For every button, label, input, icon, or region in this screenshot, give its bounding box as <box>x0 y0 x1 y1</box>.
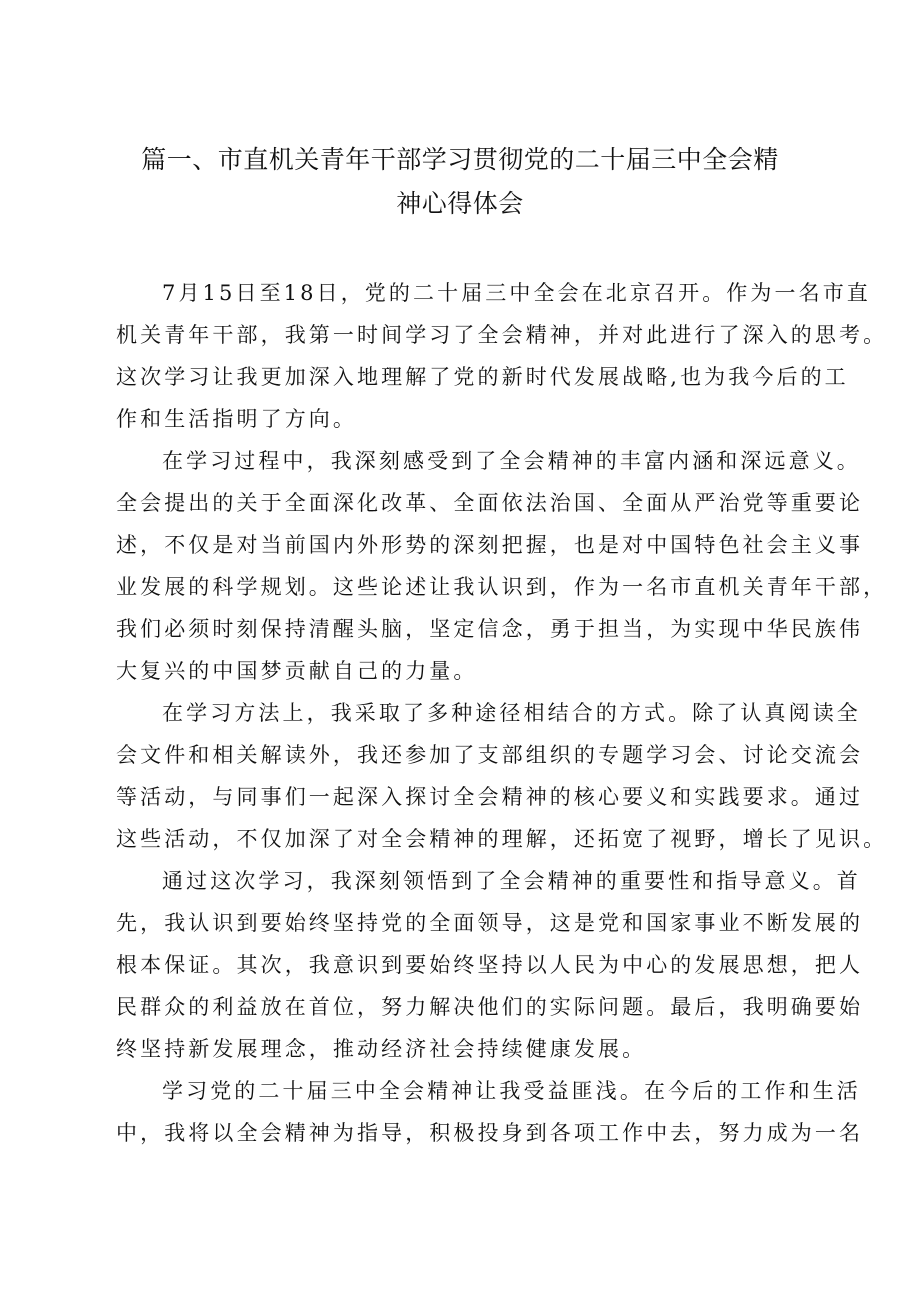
paragraph-line: 这次学习让我更加深入地理解了党的新时代发展战略,也为我今后的工 <box>116 365 849 389</box>
paragraph-line: 根本保证。其次，我意识到要始终坚持以人民为中心的发展思想，把人 <box>116 953 864 977</box>
paragraph-line: 我们必须时刻保持清醒头脑，坚定信念，勇于担当，为实现中华民族伟 <box>116 617 864 641</box>
paragraph-line: 民群众的利益放在首位，努力解决他们的实际问题。最后，我明确要始 <box>116 995 864 1019</box>
paragraph-line: 全会提出的关于全面深化改革、全面依法治国、全面从严治党等重要论 <box>116 491 864 515</box>
paragraph-line: 等活动，与同事们一起深入探讨全会精神的核心要义和实践要求。通过 <box>116 785 864 809</box>
paragraph <box>116 272 888 440</box>
paragraph <box>116 692 888 860</box>
paragraph <box>116 440 888 692</box>
paragraph-line: 终坚持新发展理念，推动经济社会持续健康发展。 <box>116 1037 647 1061</box>
title-line: 篇一、市直机关青年干部学习贯彻党的二十届三中全会精 <box>141 145 779 174</box>
paragraph-line: 通过这次学习，我深刻领悟到了全会精神的重要性和指导意义。首 <box>162 869 861 893</box>
document-body <box>116 272 888 1154</box>
paragraph-line: 业发展的科学规划。这些论述让我认识到，作为一名市直机关青年干部， <box>116 575 888 599</box>
paragraph-line: 大复兴的中国梦贡献自己的力量。 <box>116 659 478 683</box>
title-line: 神心得体会 <box>396 189 524 218</box>
paragraph-line: 学习党的二十届三中全会精神让我受益匪浅。在今后的工作和生活 <box>162 1079 861 1103</box>
paragraph-line: 这些活动，不仅加深了对全会精神的理解，还拓宽了视野，增长了见识。 <box>116 827 888 851</box>
paragraph-line: 7月15日至18日，党的二十届三中全会在北京召开。作为一名市直 <box>162 281 871 305</box>
paragraph <box>116 860 864 1070</box>
paragraph-line: 会文件和相关解读外，我还参加了支部组织的专题学习会、讨论交流会 <box>116 743 864 767</box>
paragraph-line: 作和生活指明了方向。 <box>116 407 357 431</box>
paragraph-line: 在学习方法上，我采取了多种途径相结合的方式。除了认真阅读全 <box>162 701 861 725</box>
paragraph-line: 中，我将以全会精神为指导，积极投身到各项工作中去，努力成为一名 <box>116 1121 864 1145</box>
paragraph-line: 述，不仅是对当前国内外形势的深刻把握，也是对中国特色社会主义事 <box>116 533 864 557</box>
paragraph-line: 机关青年干部，我第一时间学习了全会精神，并对此进行了深入的思考。 <box>116 323 888 347</box>
paragraph <box>116 1070 864 1154</box>
document-title <box>120 138 800 226</box>
paragraph-line: 先，我认识到要始终坚持党的全面领导，这是党和国家事业不断发展的 <box>116 911 864 935</box>
paragraph-line: 在学习过程中，我深刻感受到了全会精神的丰富内涵和深远意义。 <box>162 449 861 473</box>
